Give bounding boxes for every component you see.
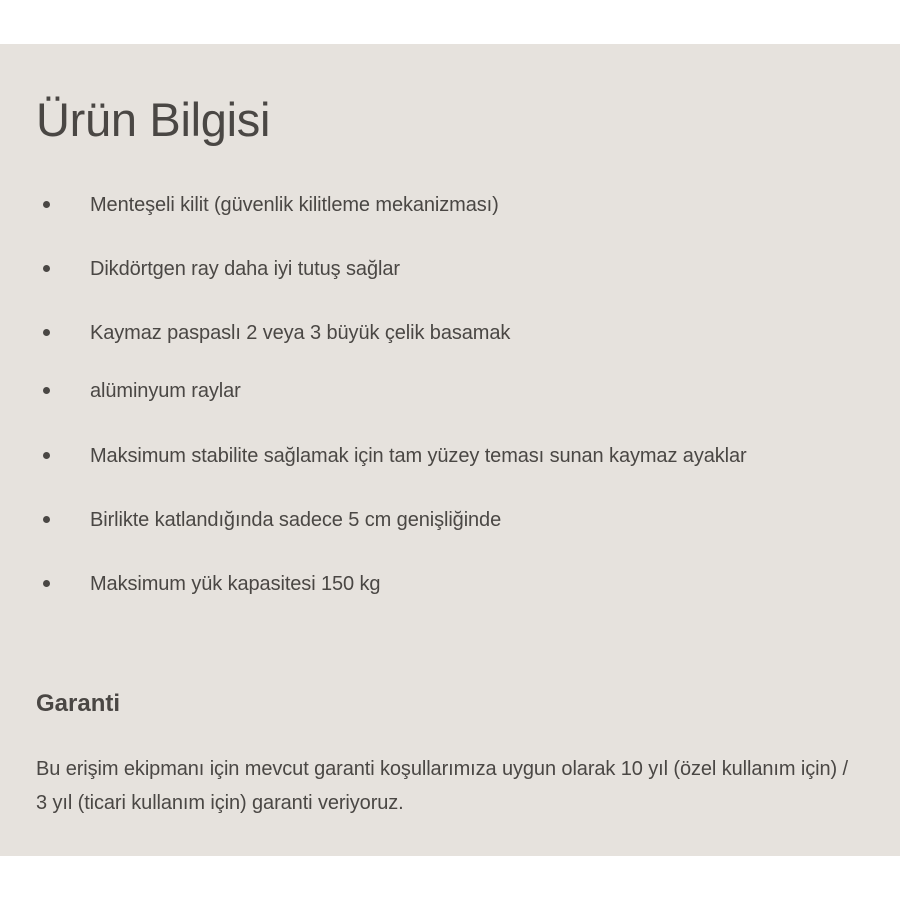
feature-text: Kaymaz paspaslı 2 veya 3 büyük çelik basamak [90,322,511,344]
product-info-title: Ürün Bilgisi [36,93,271,146]
feature-text: Menteşeli kilit (güvenlik kilitleme mekanizması) [90,194,499,216]
feature-text: Maksimum yük kapasitesi 150 kg [90,573,381,595]
bullet-icon [43,580,50,587]
product-info-panel [0,44,900,856]
bullet-icon [43,452,50,459]
feature-text: alüminyum raylar [90,380,241,402]
bullet-icon [43,265,50,272]
feature-item [0,255,900,283]
bullet-icon [43,516,50,523]
feature-item [0,570,900,598]
feature-item [0,442,900,470]
feature-text: Birlikte katlandığında sadece 5 cm genişliğinde [90,509,502,531]
feature-item [0,377,900,405]
warranty-text: Bu erişim ekipmanı için mevcut garanti koşullarımıza uygun olarak 10 yıl (özel kullanım için) / 3 yıl (ticari kullanım için) garanti veriyoruz. [36,758,848,814]
feature-item [0,319,900,347]
bullet-icon [43,201,50,208]
bullet-icon [43,387,50,394]
warranty-heading: Garanti [36,690,121,717]
feature-text: Maksimum stabilite sağlamak için tam yüzey teması sunan kaymaz ayaklar [90,445,747,467]
feature-item [0,506,900,534]
bullet-icon [43,329,50,336]
feature-text: Dikdörtgen ray daha iyi tutuş sağlar [90,258,400,280]
feature-item [0,191,900,219]
